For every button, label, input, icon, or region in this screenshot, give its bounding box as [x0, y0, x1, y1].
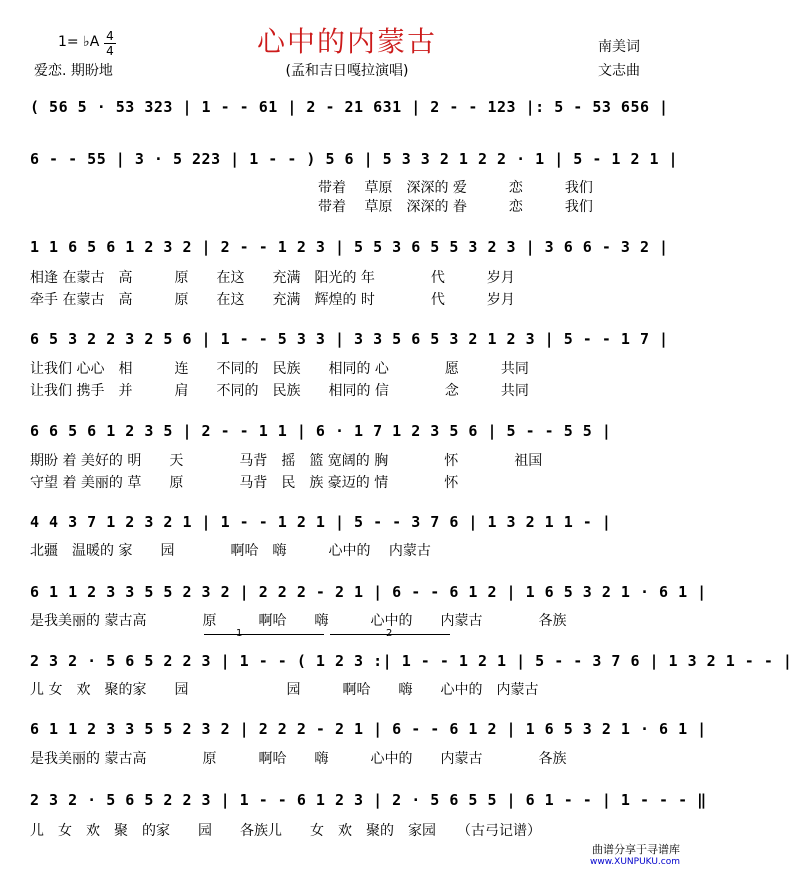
lyrics-line-3a: 相逢 在蒙古 高 原 在这 充满 阳光的 年 代 岁月 — [30, 270, 515, 286]
lyrics-line-4b: 让我们 携手 并 肩 不同的 民族 相同的 信 念 共同 — [30, 383, 529, 399]
volta-label-1: 1 — [236, 628, 243, 639]
lyrics-line-3b: 牵手 在蒙古 高 原 在这 充满 辉煌的 时 代 岁月 — [30, 292, 515, 308]
lyrics-line-7: 是我美丽的 蒙古高 原 啊哈 嗨 心中的 内蒙古 各族 — [30, 613, 567, 629]
key-signature: 1= ♭A — [58, 34, 100, 50]
lyrics-line-5a: 期盼 着 美好的 明 天 马背 摇 篮 宽阔的 胸 怀 祖国 — [30, 453, 543, 469]
lyricist-credit: 南美词 — [598, 39, 640, 55]
lyrics-line-2a: 带着 草原 深深的 爱 恋 我们 — [318, 180, 593, 196]
watermark-line-1: 曲谱分享于寻谱库 — [592, 843, 680, 856]
notation-line-9: 6 1 1 2 3 3 5 5 2 3 2 | 2 2 2 - 2 1 | 6 - - 6 1 2 | 1 6 5 3 2 1 · 6 1 | — [30, 720, 707, 738]
notation-line-3: 1 1 6 5 6 1 2 3 2 | 2 - - 1 2 3 | 5 5 3 6 5 5 3 2 3 | 3 6 6 - 3 2 | — [30, 238, 669, 256]
notation-line-7: 6 1 1 2 3 3 5 5 2 3 2 | 2 2 2 - 2 1 | 6 - - 6 1 2 | 1 6 5 3 2 1 · 6 1 | — [30, 583, 707, 601]
notation-line-4: 6 5 3 2 2 3 2 5 6 | 1 - - 5 3 3 | 3 3 5 6 5 3 2 1 2 3 | 5 - - 1 7 | — [30, 330, 669, 348]
time-top: 4 — [106, 29, 114, 43]
notation-line-5: 6 6 5 6 1 2 3 5 | 2 - - 1 1 | 6 · 1 7 1 2 3 5 6 | 5 - - 5 5 | — [30, 422, 612, 440]
watermark — [530, 843, 680, 869]
lyrics-line-9: 是我美丽的 蒙古高 原 啊哈 嗨 心中的 内蒙古 各族 — [30, 751, 567, 767]
song-title: 心中的内蒙古 — [256, 25, 437, 58]
lyrics-line-8: 儿 女 欢 聚的家 园 园 啊哈 嗨 心中的 内蒙古 — [30, 682, 539, 698]
volta-label-2: 2 — [386, 628, 393, 639]
lyrics-line-6: 北疆 温暖的 家 园 啊哈 嗨 心中的 内蒙古 — [30, 543, 431, 559]
expression-mark: 爱恋. 期盼地 — [34, 63, 113, 79]
notation-line-1: ( 56 5 · 53 323 | 1 - - 61 | 2 - 21 631 | 2 - - 123 |: 5 - 53 656 | — [30, 98, 669, 116]
lyrics-line-2b: 带着 草原 深深的 眷 恋 我们 — [318, 199, 593, 215]
lyrics-line-4a: 让我们 心心 相 连 不同的 民族 相同的 心 愿 共同 — [30, 361, 529, 377]
notation-line-8: 2 3 2 · 5 6 5 2 2 3 | 1 - - ( 1 2 3 :| 1 - - 1 2 1 | 5 - - 3 7 6 | 1 3 2 1 - - | — [30, 652, 792, 670]
notation-line-2: 6 - - 55 | 3 · 5 223 | 1 - - ) 5 6 | 5 3 3 2 1 2 2 · 1 | 5 - 1 2 1 | — [30, 150, 679, 168]
lyrics-line-10: 儿 女 欢 聚 的家 园 各族儿 女 欢 聚的 家园 （古弓记谱） — [30, 823, 541, 839]
performer-subtitle: (孟和吉日嘎拉演唱) — [285, 63, 409, 79]
time-bottom: 4 — [106, 44, 114, 58]
lyrics-line-5b: 守望 着 美丽的 草 原 马背 民 族 豪迈的 情 怀 — [30, 475, 459, 491]
time-signature — [104, 30, 116, 57]
volta-bracket-1 — [204, 634, 324, 635]
watermark-line-2: www.XUNPUKU.com — [590, 857, 680, 867]
notation-line-10: 2 3 2 · 5 6 5 2 2 3 | 1 - - 6 1 2 3 | 2 · 5 6 5 5 | 6 1 - - | 1 - - - ‖ — [30, 791, 707, 809]
composer-credit: 文志曲 — [598, 63, 640, 79]
notation-line-6: 4 4 3 7 1 2 3 2 1 | 1 - - 1 2 1 | 5 - - 3 7 6 | 1 3 2 1 1 - | — [30, 513, 612, 531]
